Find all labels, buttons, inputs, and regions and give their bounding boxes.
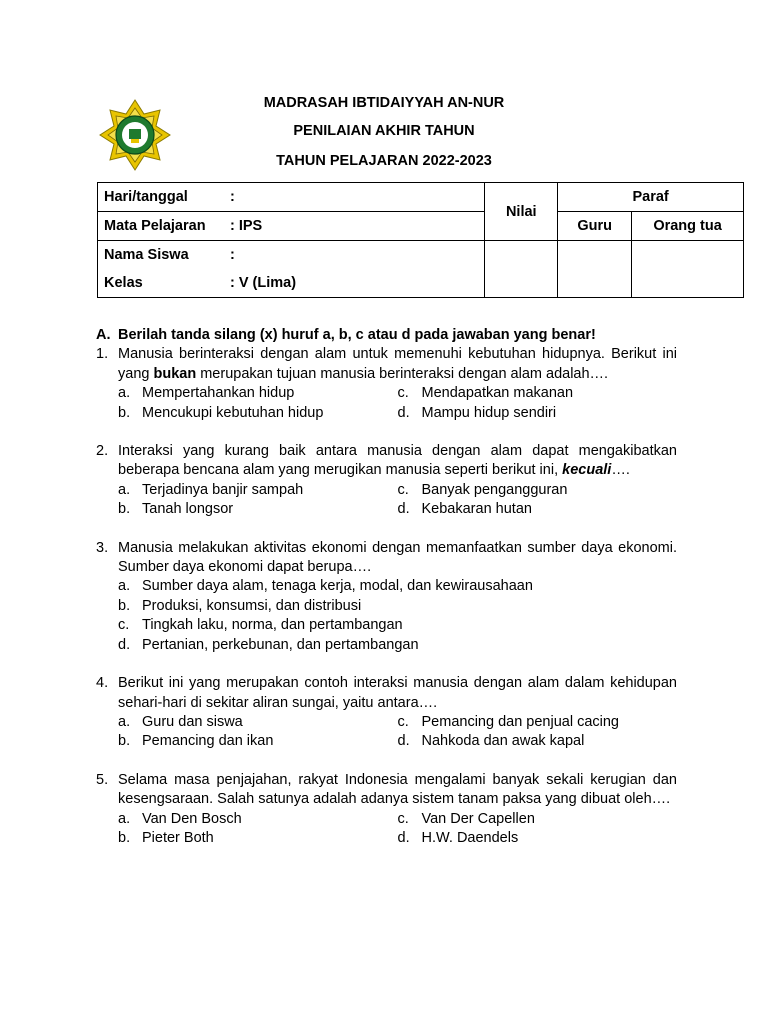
question-text: Manusia berinteraksi dengan alam untuk memenuhi kebutuhan hidupnya. Berikut ini yang bukan merupakan tujuan manusia berinteraksi dengan alam adalah…. — [118, 346, 677, 382]
question-number: 3. — [96, 539, 109, 556]
option-a[interactable]: a. Sumber daya alam, tenaga kerja, modal, dan kewirausahaan — [118, 578, 533, 595]
options-2 — [118, 481, 677, 520]
mapel-value: : IPS — [230, 218, 263, 234]
option-b[interactable]: b. Produksi, konsumsi, dan distribusi — [118, 597, 362, 614]
option-c[interactable]: c. Pemancing dan penjual cacing — [397, 713, 619, 730]
paraf-ortu-box[interactable] — [632, 241, 744, 298]
question-number: 2. — [96, 443, 109, 460]
mapel-label: Mata Pelajaran — [104, 218, 206, 234]
question-2 — [96, 442, 677, 481]
nilai-header: Nilai — [485, 183, 558, 241]
question-4 — [96, 674, 677, 713]
option-c[interactable]: c. Banyak pengangguran — [397, 481, 568, 498]
section-instruction: Berilah tanda silang (x) huruf a, b, c atau d pada jawaban yang benar! — [118, 327, 596, 343]
academic-year: TAHUN PELAJARAN 2022-2023 — [276, 153, 492, 169]
section-heading — [96, 326, 677, 345]
nama-value: : — [230, 247, 235, 263]
option-b[interactable]: b. Mencukupi kebutuhan hidup — [118, 404, 324, 421]
mapel-cell — [98, 212, 485, 241]
option-d[interactable]: d. Pertanian, perkebunan, dan pertambangan — [118, 636, 419, 653]
question-text: Selama masa penjajahan, rakyat Indonesia mengalami banyak sekali kerugian dan kesengsaraan. Salah satunya adalah adanya sistem tanam paksa yang dibuat oleh…. — [118, 771, 677, 808]
paraf-guru-box[interactable] — [558, 241, 632, 298]
question-text: Berikut ini yang merupakan contoh interaksi manusia dengan alam dalam kehidupan sehari-hari di sekitar aliran sungai, yaitu antara…. — [118, 675, 677, 711]
option-a[interactable]: a. Guru dan siswa — [118, 713, 243, 730]
question-5 — [96, 771, 677, 810]
options-1 — [118, 384, 677, 423]
option-c[interactable]: c. Van Der Capellen — [397, 810, 535, 827]
hari-value: : — [230, 189, 235, 205]
options-3 — [118, 577, 677, 655]
option-b[interactable]: b. Pieter Both — [118, 829, 214, 846]
emphasis-word: kecuali — [562, 462, 612, 479]
nama-label: Nama Siswa — [104, 247, 189, 263]
option-b[interactable]: b. Pemancing dan ikan — [118, 733, 274, 750]
question-number: 4. — [96, 675, 109, 692]
option-d[interactable]: d. Kebakaran hutan — [397, 501, 532, 518]
ortu-header: Orang tua — [632, 212, 744, 241]
hari-label: Hari/tanggal — [104, 189, 188, 205]
option-d[interactable]: d. Mampu hidup sendiri — [397, 404, 557, 421]
question-text: Manusia melakukan aktivitas ekonomi dengan memanfaatkan sumber daya ekonomi. Sumber daya ekonomi dapat berupa…. — [118, 539, 677, 576]
guru-header: Guru — [558, 212, 632, 241]
options-4 — [118, 713, 677, 752]
question-text: Interaksi yang kurang baik antara manusia dengan alam dapat mengakibatkan beberapa bencana alam yang merugikan manusia seperti berikut ini, kecuali…. — [118, 443, 677, 479]
option-c[interactable]: c. Tingkah laku, norma, dan pertambangan — [118, 617, 403, 634]
option-a[interactable]: a. Terjadinya banjir sampah — [118, 481, 304, 498]
question-number: 5. — [96, 771, 109, 788]
paraf-header: Paraf — [558, 183, 744, 212]
option-b[interactable]: b. Tanah longsor — [118, 501, 234, 518]
nama-cell[interactable] — [98, 241, 485, 270]
kelas-label: Kelas — [104, 275, 143, 291]
question-number: 1. — [96, 346, 109, 363]
option-a[interactable]: a. Van Den Bosch — [118, 810, 242, 827]
question-section — [96, 326, 677, 848]
option-d[interactable]: d. Nahkoda dan awak kapal — [397, 733, 585, 750]
option-d[interactable]: d. H.W. Daendels — [397, 829, 519, 846]
nilai-box[interactable] — [485, 241, 558, 298]
question-1 — [96, 345, 677, 384]
option-a[interactable]: a. Mempertahankan hidup — [118, 385, 295, 402]
hari-cell[interactable] — [98, 183, 485, 212]
options-5 — [118, 810, 677, 849]
question-3 — [96, 539, 677, 578]
section-marker: A. — [96, 327, 111, 343]
kelas-value: : V (Lima) — [230, 275, 297, 291]
school-name: MADRASAH IBTIDAIYYAH AN-NUR — [263, 95, 505, 111]
exam-title: PENILAIAN AKHIR TAHUN — [293, 123, 475, 139]
kelas-cell — [98, 269, 485, 298]
student-info-table — [97, 182, 744, 298]
option-c[interactable]: c. Mendapatkan makanan — [397, 385, 574, 402]
emphasis-word: bukan — [153, 365, 197, 382]
